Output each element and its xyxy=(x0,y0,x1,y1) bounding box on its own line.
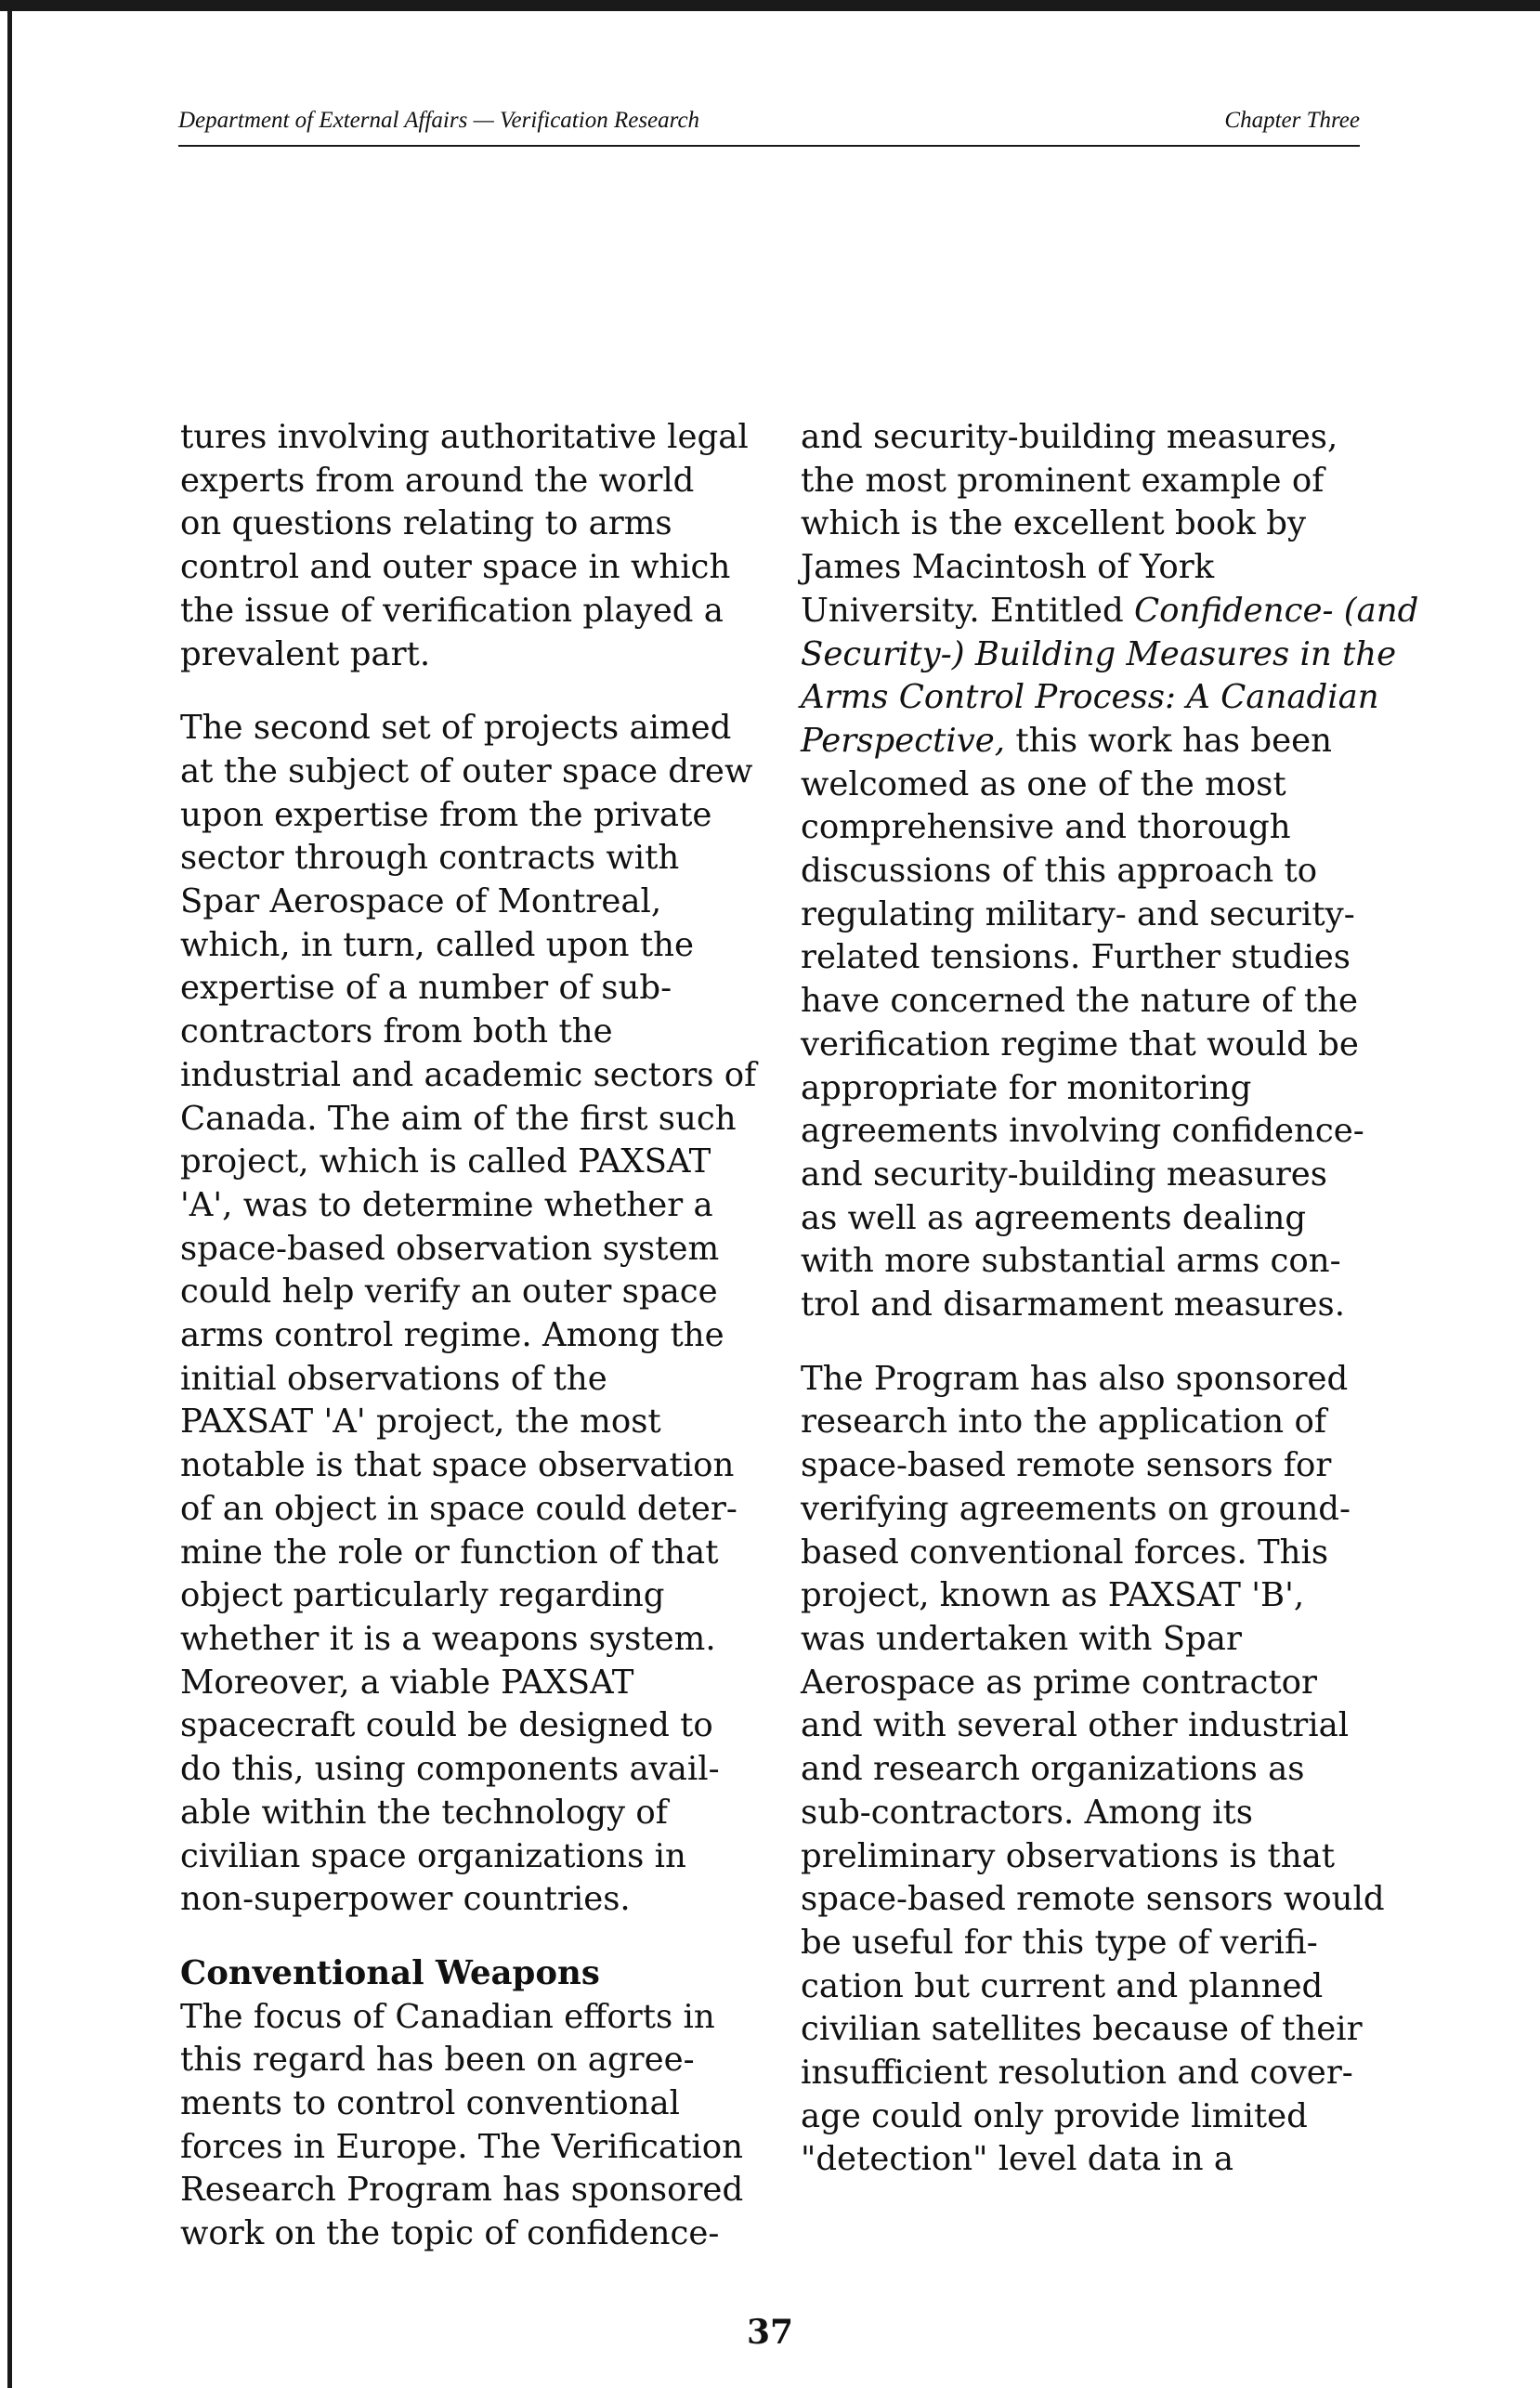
paragraph-outer-space-projects xyxy=(180,707,775,1922)
book-title-fragment: Security-) Building Measures in the xyxy=(801,634,1397,673)
text-line: Moreover, a viable PAXSAT xyxy=(180,1663,634,1702)
text-line: was undertaken with Spar xyxy=(801,1619,1242,1658)
text-line: of an object in space could deter- xyxy=(180,1489,737,1528)
text-line: space-based observation system xyxy=(180,1229,720,1268)
text-line: initial observations of the xyxy=(180,1359,607,1398)
text-line: spacecraft could be designed to xyxy=(180,1706,713,1745)
text-line: 'A', was to determine whether a xyxy=(180,1185,713,1224)
text-line: Spar Aerospace of Montreal, xyxy=(180,882,662,921)
text-line: agreements involving confidence- xyxy=(801,1112,1364,1151)
text-line: have concerned the nature of the xyxy=(801,982,1359,1021)
text-line: space-based remote sensors for xyxy=(801,1446,1332,1485)
text-line: regulating military- and security- xyxy=(801,894,1355,933)
text-line: industrial and academic sectors of xyxy=(180,1055,757,1094)
text-line: object particularly regarding xyxy=(180,1576,665,1615)
running-header xyxy=(178,108,1360,147)
text-line: non-superpower countries. xyxy=(180,1880,631,1919)
text-line: research into the application of xyxy=(801,1403,1326,1442)
text-line: verifying agreements on ground- xyxy=(801,1489,1351,1528)
text-line: mine the role or function of that xyxy=(180,1533,719,1572)
text-line: experts from around the world xyxy=(180,461,695,500)
text-line: welcomed as one of the most xyxy=(801,764,1286,803)
header-department: Department of External Affairs — Verification Research xyxy=(178,108,700,133)
text-line: verification regime that would be xyxy=(801,1024,1359,1064)
text-line: the issue of verification played a xyxy=(180,591,724,630)
text-line: and security-building measures, xyxy=(801,418,1338,456)
text-line: James Macintosh of York xyxy=(801,548,1215,587)
text-line: and security-building measures xyxy=(801,1155,1328,1194)
left-border xyxy=(7,0,12,2388)
text-line: preliminary observations is that xyxy=(801,1836,1336,1875)
text-line: based conventional forces. This xyxy=(801,1533,1329,1572)
text-line: The focus of Canadian efforts in xyxy=(180,1997,715,2036)
section-heading-conventional-weapons: Conventional Weapons xyxy=(180,1953,600,1992)
text-line xyxy=(801,590,1419,633)
paragraph-gap xyxy=(180,1922,775,1952)
paragraph-macintosh-book xyxy=(801,416,1419,1327)
text-line: whether it is a weapons system. xyxy=(180,1619,716,1658)
text-line: be useful for this type of verifi- xyxy=(801,1923,1318,1962)
text-line: do this, using components avail- xyxy=(180,1750,720,1789)
text-line: upon expertise from the private xyxy=(180,795,712,834)
text-line: project, which is called PAXSAT xyxy=(180,1142,711,1181)
text-line: The Program has also sponsored xyxy=(801,1359,1349,1398)
text-line: this regard has been on agree- xyxy=(180,2041,695,2080)
text-line: "detection" level data in a xyxy=(801,2140,1234,2179)
text-line: able within the technology of xyxy=(180,1793,668,1832)
text-line: civilian satellites because of their xyxy=(801,2010,1363,2049)
text-line: The second set of projects aimed xyxy=(180,709,732,748)
text-line: and with several other industrial xyxy=(801,1706,1350,1745)
book-title-fragment: Arms Control Process: A Canadian xyxy=(801,678,1379,717)
text-line: work on the topic of confidence- xyxy=(180,2214,720,2253)
text-line: PAXSAT 'A' project, the most xyxy=(180,1403,661,1442)
text-line: cation but current and planned xyxy=(801,1966,1324,2005)
text-line: sub-contractors. Among its xyxy=(801,1793,1253,1832)
text-line: and research organizations as xyxy=(801,1750,1305,1789)
paragraph-legal-experts xyxy=(180,416,775,676)
page-number: 37 xyxy=(746,2313,794,2352)
text-line: civilian space organizations in xyxy=(180,1836,686,1875)
text-line: could help verify an outer space xyxy=(180,1272,718,1311)
text-line: prevalent part. xyxy=(180,634,431,673)
text-line: age could only provide limited xyxy=(801,2096,1308,2135)
text-line: control and outer space in which xyxy=(180,548,731,587)
text-line: comprehensive and thorough xyxy=(801,808,1291,847)
header-chapter: Chapter Three xyxy=(1224,108,1360,133)
text-line-plain: this work has been xyxy=(1005,721,1333,760)
book-title-fragment: Confidence- (and xyxy=(1133,591,1419,630)
text-line: project, known as PAXSAT 'B', xyxy=(801,1576,1305,1615)
book-title-fragment: Perspective, xyxy=(801,721,1006,760)
text-line: the most prominent example of xyxy=(801,461,1325,500)
text-line: Research Program has sponsored xyxy=(180,2171,744,2210)
paragraph-paxsat-b xyxy=(801,1358,1395,2182)
text-line: insufficient resolution and cover- xyxy=(801,2054,1353,2093)
right-column xyxy=(801,416,1419,2182)
text-line: which is the excellent book by xyxy=(801,504,1307,543)
text-line: related tensions. Further studies xyxy=(801,938,1351,977)
text-line: expertise of a number of sub- xyxy=(180,969,672,1008)
text-line: which, in turn, called upon the xyxy=(180,925,694,964)
text-line: arms control regime. Among the xyxy=(180,1316,724,1355)
text-line: sector through contracts with xyxy=(180,839,680,878)
top-border xyxy=(0,0,1540,11)
text-line: trol and disarmament measures. xyxy=(801,1285,1346,1324)
text-line: as well as agreements dealing xyxy=(801,1198,1307,1237)
text-line: with more substantial arms con- xyxy=(801,1242,1341,1281)
paragraph-gap xyxy=(180,676,775,707)
text-line: notable is that space observation xyxy=(180,1446,735,1485)
text-line: at the subject of outer space drew xyxy=(180,751,753,790)
paragraph-conventional-weapons xyxy=(180,1996,775,2256)
text-line: tures involving authoritative legal xyxy=(180,418,749,456)
text-line: appropriate for monitoring xyxy=(801,1068,1252,1107)
text-line: Canada. The aim of the first such xyxy=(180,1099,737,1138)
text-line: space-based remote sensors would xyxy=(801,1880,1385,1919)
text-line: on questions relating to arms xyxy=(180,504,672,543)
text-line: forces in Europe. The Verification xyxy=(180,2127,743,2166)
text-line: discussions of this approach to xyxy=(801,852,1318,891)
paragraph-gap xyxy=(801,1327,1395,1358)
text-line xyxy=(801,720,1395,763)
left-column xyxy=(180,416,775,2256)
text-line: contractors from both the xyxy=(180,1012,613,1051)
text-line: ments to control conventional xyxy=(180,2084,681,2123)
text-line: Aerospace as prime contractor xyxy=(801,1663,1317,1702)
text-line-plain: University. Entitled xyxy=(801,591,1134,630)
